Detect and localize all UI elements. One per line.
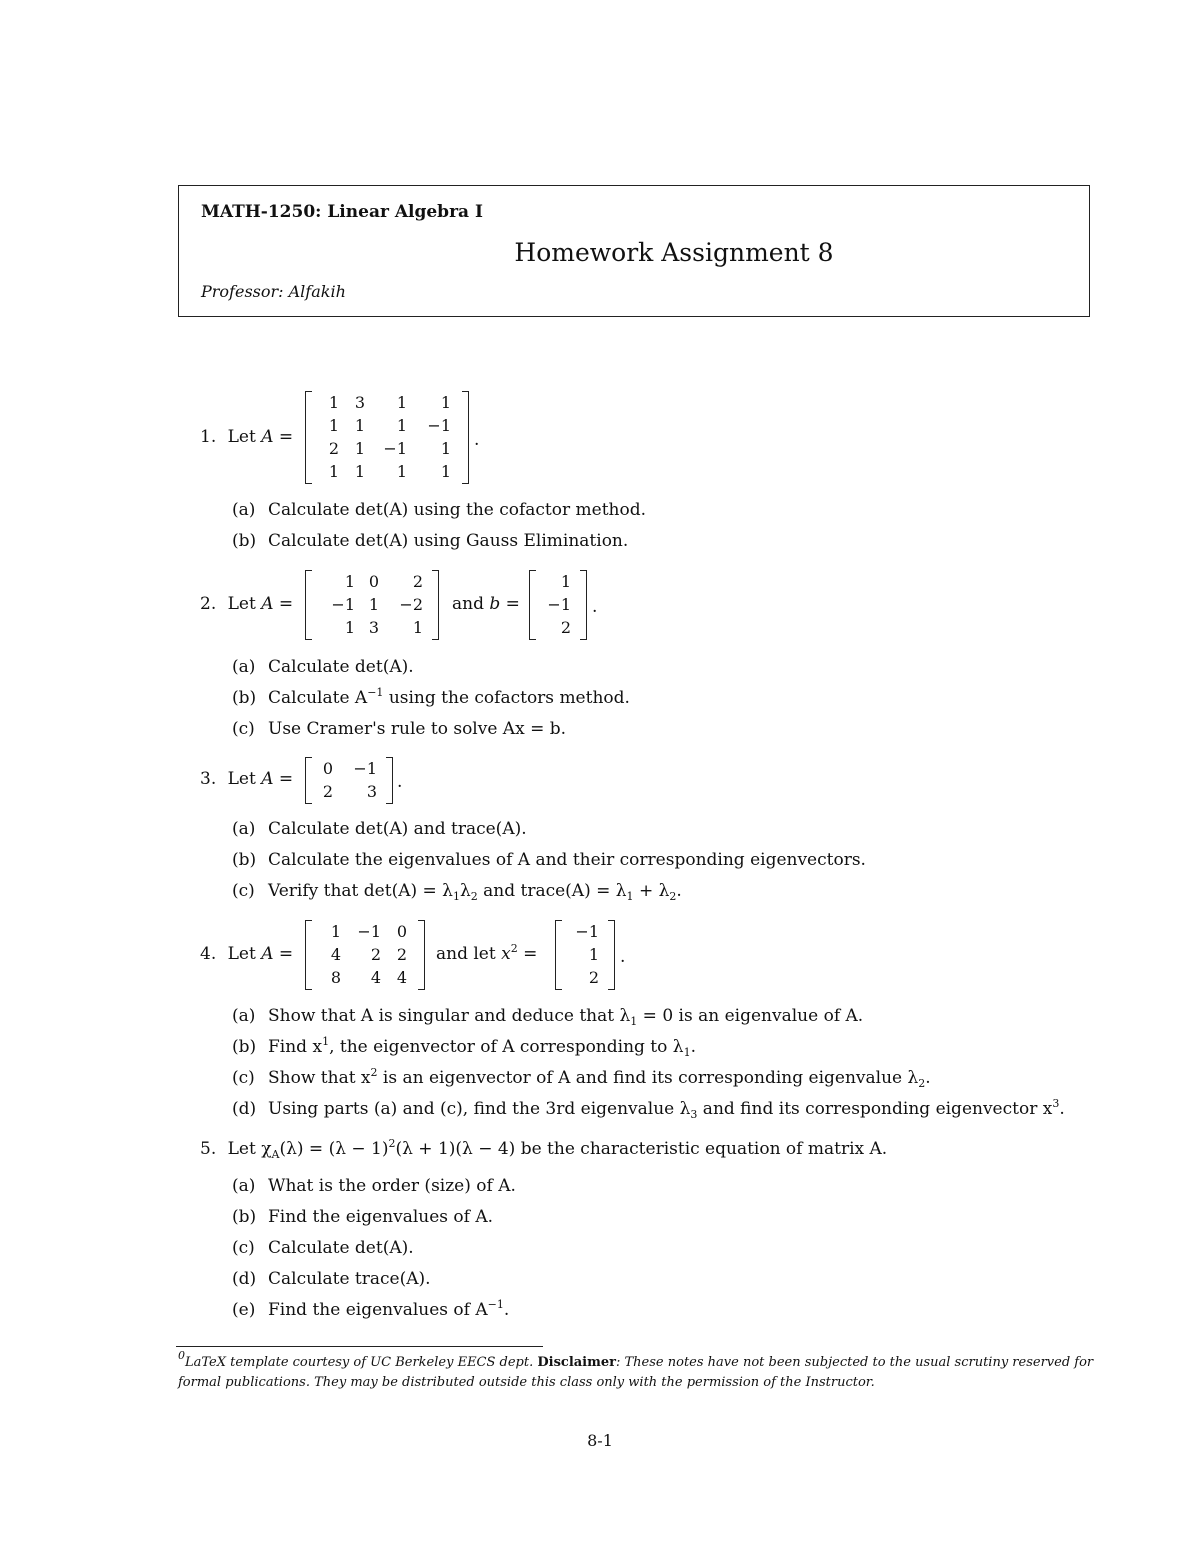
- matrix-cell: 1: [396, 393, 407, 412]
- part-text: , the eigenvector of A corresponding to λ: [329, 1037, 684, 1057]
- matrix-cell: −1: [357, 922, 381, 941]
- bracket-right: [462, 391, 469, 484]
- problem-5e: [232, 1300, 509, 1320]
- problem-2-stem: [200, 594, 293, 614]
- matrix-cell: 1: [330, 922, 341, 941]
- matrix-cell: 1: [328, 393, 339, 412]
- vector-b: [529, 570, 587, 640]
- bracket-right: [432, 570, 439, 640]
- part-label: (c): [232, 881, 255, 901]
- part-text: Show that x: [268, 1068, 371, 1088]
- part-text: Verify that det(A) = λ: [268, 881, 453, 901]
- part-text: Using parts (a) and (c), find the 3rd eigenvalue λ: [268, 1099, 691, 1119]
- part-text: Find x: [268, 1037, 323, 1057]
- problem-3c: [232, 881, 682, 901]
- period: .: [592, 597, 598, 617]
- part-text: Find the eigenvalues of A: [268, 1300, 488, 1320]
- part-label: (b): [232, 1037, 257, 1057]
- part-text: .: [690, 1037, 696, 1057]
- problem-number: 3.: [200, 769, 217, 789]
- part-text: What is the order (size) of A.: [268, 1176, 516, 1196]
- equals-sign: =: [278, 594, 294, 614]
- bracket-left: [555, 920, 562, 990]
- problem-1a: [232, 500, 646, 520]
- matrix-cell: 2: [396, 945, 407, 964]
- period: .: [474, 430, 480, 450]
- course-title: MATH-1250: Linear Algebra I: [201, 202, 483, 222]
- vector-cell: −1: [547, 595, 571, 614]
- matrix-cell: 1: [440, 439, 451, 458]
- subscript: 3: [690, 1108, 698, 1121]
- part-text: Calculate det(A) and trace(A).: [268, 819, 527, 839]
- part-text: .: [503, 1300, 510, 1320]
- problem-5a: [232, 1176, 516, 1196]
- vector-b-label: [452, 594, 520, 614]
- matrix-cell: 1: [440, 393, 451, 412]
- part-text: and trace(A) = λ: [477, 881, 627, 901]
- problem-2b: [232, 688, 630, 708]
- vector-symbol: x: [501, 944, 511, 964]
- superscript: −1: [367, 686, 384, 699]
- problem-text: Let: [227, 944, 256, 964]
- matrix-cell: −1: [383, 439, 407, 458]
- footnote-mark: 0: [178, 1349, 185, 1362]
- bracket-left: [529, 570, 536, 640]
- vector-x2: [555, 920, 615, 990]
- problem-4-stem: [200, 944, 293, 964]
- problem-4a: [232, 1006, 863, 1026]
- superscript: −1: [487, 1298, 504, 1311]
- matrix-cell: 1: [354, 416, 365, 435]
- footnote-text: : These notes have not been subjected to the usual scrutiny reserved for formal publications. They may be distributed outside this class only with the permission of the Instructor.: [178, 1355, 1094, 1390]
- equals-sign: =: [278, 427, 294, 447]
- matrix-A-1: [305, 391, 469, 484]
- problem-5b: [232, 1207, 493, 1227]
- part-text: Use Cramer's rule to solve Ax = b.: [268, 719, 567, 739]
- part-text: .: [1059, 1099, 1065, 1119]
- problem-text: Let: [227, 427, 256, 447]
- problem-5-stem: [200, 1139, 887, 1159]
- period: .: [620, 947, 626, 967]
- problem-5d: [232, 1269, 431, 1289]
- problem-text: Let: [227, 594, 256, 614]
- part-label: (a): [232, 657, 256, 677]
- footnote-text: LaTeX template courtesy of UC Berkeley EECS dept.: [185, 1355, 534, 1370]
- part-label: (d): [232, 1099, 257, 1119]
- matrix-symbol: A: [261, 944, 274, 964]
- matrix-symbol: A: [261, 427, 274, 447]
- matrix-cell: 1: [368, 595, 379, 614]
- vector-cell: 2: [560, 618, 571, 637]
- part-label: (b): [232, 688, 257, 708]
- vector-cell: −1: [575, 922, 599, 941]
- bracket-right: [418, 920, 425, 990]
- problem-3-stem: [200, 769, 293, 789]
- connector-text: and let: [436, 944, 496, 964]
- problem-text: Let χ: [227, 1139, 272, 1159]
- bracket-left: [305, 920, 312, 990]
- matrix-cell: 0: [368, 572, 379, 591]
- part-text: using the cofactors method.: [383, 688, 630, 708]
- matrix-cell: 8: [330, 968, 341, 987]
- part-label: (a): [232, 500, 256, 520]
- superscript: 1: [322, 1035, 330, 1048]
- problem-4b: [232, 1037, 696, 1057]
- part-text: .: [925, 1068, 931, 1088]
- connector-text: and: [452, 594, 484, 614]
- matrix-cell: 1: [396, 462, 407, 481]
- subscript: 2: [669, 890, 677, 903]
- part-text: Calculate the eigenvalues of A and their corresponding eigenvectors.: [268, 850, 866, 870]
- matrix-cell: 3: [366, 782, 377, 801]
- matrix-cell: 1: [344, 572, 355, 591]
- matrix-cell: −1: [353, 759, 377, 778]
- bracket-left: [305, 757, 312, 804]
- problem-2a: [232, 657, 414, 677]
- problem-text: Let: [227, 769, 256, 789]
- problem-1b: [232, 531, 628, 551]
- equals-sign: =: [278, 944, 294, 964]
- part-text: + λ: [633, 881, 670, 901]
- matrix-cell: 1: [354, 439, 365, 458]
- vector-cell: 1: [588, 945, 599, 964]
- problem-number: 4.: [200, 944, 217, 964]
- matrix-cell: 2: [322, 782, 333, 801]
- part-text: = 0 is an eigenvalue of A.: [637, 1006, 864, 1026]
- problem-2c: [232, 719, 566, 739]
- part-label: (a): [232, 1006, 256, 1026]
- superscript: 3: [1052, 1097, 1060, 1110]
- matrix-cell: 0: [322, 759, 333, 778]
- matrix-A-4: [305, 920, 425, 990]
- equals-sign: =: [505, 594, 520, 614]
- part-text: Calculate det(A) using the cofactor method.: [268, 500, 647, 520]
- part-text: Calculate det(A).: [268, 1238, 414, 1258]
- bracket-right: [608, 920, 615, 990]
- bracket-right: [386, 757, 393, 804]
- matrix-cell: −2: [399, 595, 423, 614]
- bracket-right: [580, 570, 587, 640]
- matrix-cell: 2: [412, 572, 423, 591]
- part-text: .: [676, 881, 682, 901]
- vector-symbol: b: [489, 594, 501, 614]
- part-label: (c): [232, 1238, 255, 1258]
- part-label: (b): [232, 531, 257, 551]
- matrix-cell: 1: [354, 462, 365, 481]
- bracket-left: [305, 391, 312, 484]
- subscript: 2: [470, 890, 478, 903]
- matrix-cell: 1: [328, 416, 339, 435]
- part-text: Find the eigenvalues of A.: [268, 1207, 494, 1227]
- subscript: 2: [918, 1077, 926, 1090]
- superscript: 2: [510, 942, 518, 955]
- matrix-cell: 1: [396, 416, 407, 435]
- matrix-cell: −1: [427, 416, 451, 435]
- part-text: and find its corresponding eigenvector x: [697, 1099, 1053, 1119]
- subscript: 1: [683, 1046, 691, 1059]
- subscript: 1: [630, 1015, 638, 1028]
- matrix-cell: 4: [396, 968, 407, 987]
- part-label: (d): [232, 1269, 257, 1289]
- problem-number: 1.: [200, 427, 217, 447]
- subscript: 1: [452, 890, 460, 903]
- part-label: (a): [232, 1176, 256, 1196]
- superscript: 2: [370, 1066, 378, 1079]
- part-text: Calculate A: [268, 688, 368, 708]
- vector-cell: 2: [588, 968, 599, 987]
- part-text: λ: [459, 881, 471, 901]
- part-label: (c): [232, 1068, 255, 1088]
- part-label: (b): [232, 850, 257, 870]
- matrix-cell: 4: [330, 945, 341, 964]
- matrix-cell: 3: [354, 393, 365, 412]
- equals-sign: =: [278, 769, 294, 789]
- vector-cell: 1: [560, 572, 571, 591]
- period: .: [397, 772, 403, 792]
- problem-1-stem: [200, 427, 293, 447]
- matrix-cell: 3: [368, 618, 379, 637]
- matrix-cell: 2: [328, 439, 339, 458]
- equals-sign: =: [523, 944, 538, 964]
- part-text: is an eigenvector of A and find its corresponding eigenvalue λ: [377, 1068, 919, 1088]
- matrix-cell: 1: [412, 618, 423, 637]
- matrix-cell: −1: [331, 595, 355, 614]
- problem-text: (λ) = (λ − 1): [279, 1139, 389, 1159]
- vector-x2-label: [436, 944, 537, 964]
- bracket-left: [305, 570, 312, 640]
- matrix-symbol: A: [261, 594, 274, 614]
- part-text: Calculate det(A).: [268, 657, 414, 677]
- problem-4c: [232, 1068, 931, 1088]
- problem-number: 2.: [200, 594, 217, 614]
- part-text: Calculate det(A) using Gauss Elimination.: [268, 531, 629, 551]
- part-text: Calculate trace(A).: [268, 1269, 431, 1289]
- problem-number: 5.: [200, 1139, 217, 1159]
- part-text: Show that A is singular and deduce that λ: [268, 1006, 631, 1026]
- problem-5c: [232, 1238, 414, 1258]
- footnote-rule: [176, 1346, 543, 1347]
- footnote-bold: Disclaimer: [537, 1355, 616, 1370]
- matrix-cell: 0: [396, 922, 407, 941]
- matrix-cell: 1: [440, 462, 451, 481]
- part-label: (c): [232, 719, 255, 739]
- problem-3a: [232, 819, 527, 839]
- matrix-cell: 2: [370, 945, 381, 964]
- page-number: 8-1: [587, 1431, 613, 1450]
- problem-3b: [232, 850, 866, 870]
- assignment-title: Homework Assignment 8: [514, 238, 834, 267]
- matrix-cell: 4: [370, 968, 381, 987]
- matrix-symbol: A: [261, 769, 274, 789]
- footnote: [178, 1349, 1096, 1393]
- matrix-cell: 1: [328, 462, 339, 481]
- part-label: (e): [232, 1300, 256, 1320]
- problem-text: (λ + 1)(λ − 4) be the characteristic equation of matrix A.: [395, 1139, 888, 1159]
- matrix-A-2: [305, 570, 439, 640]
- problem-4d: [232, 1099, 1065, 1119]
- superscript: 2: [388, 1137, 396, 1150]
- subscript: 1: [626, 890, 634, 903]
- matrix-cell: 1: [344, 618, 355, 637]
- subscript: A: [271, 1148, 280, 1161]
- matrix-A-3: [305, 757, 393, 804]
- part-label: (a): [232, 819, 256, 839]
- header-box: [178, 185, 1090, 317]
- professor-name: Professor: Alfakih: [201, 282, 346, 301]
- part-label: (b): [232, 1207, 257, 1227]
